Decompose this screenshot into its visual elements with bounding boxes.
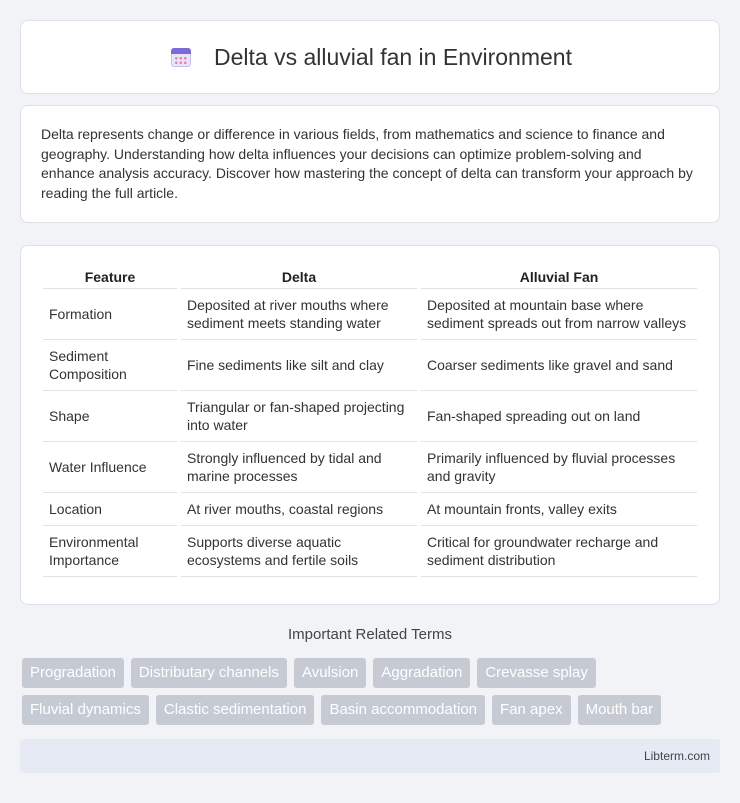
- table-row: [43, 340, 697, 391]
- tag-clastic-sedimentation[interactable]: Clastic sedimentation: [156, 695, 315, 725]
- table-row: [43, 442, 697, 493]
- related-terms-title: Important Related Terms: [288, 626, 452, 643]
- calendar-icon: [168, 44, 194, 70]
- tag-fan-apex[interactable]: Fan apex: [492, 695, 571, 725]
- cell-feature: Environmental Importance: [43, 526, 177, 577]
- tag-aggradation[interactable]: Aggradation: [373, 658, 470, 688]
- table-row: [43, 391, 697, 442]
- comparison-table: [39, 264, 701, 577]
- cell-feature: Shape: [43, 391, 177, 442]
- table-row: [43, 493, 697, 526]
- cell-delta: Triangular or fan-shaped projecting into water: [181, 391, 417, 442]
- tag-crevasse-splay[interactable]: Crevasse splay: [477, 658, 596, 688]
- cell-feature: Sediment Composition: [43, 340, 177, 391]
- comparison-card: [20, 245, 720, 605]
- cell-delta: Supports diverse aquatic ecosystems and fertile soils: [181, 526, 417, 577]
- cell-feature: Location: [43, 493, 177, 526]
- tag-basin-accommodation[interactable]: Basin accommodation: [321, 695, 485, 725]
- tag-row: [22, 658, 722, 688]
- cell-feature: Water Influence: [43, 442, 177, 493]
- table-header-row: [43, 264, 697, 289]
- table-row: [43, 289, 697, 340]
- tag-progradation[interactable]: Progradation: [22, 658, 124, 688]
- header-delta: Delta: [181, 264, 417, 289]
- header-alluvial-fan: Alluvial Fan: [421, 264, 697, 289]
- cell-feature: Formation: [43, 289, 177, 340]
- cell-delta: Deposited at river mouths where sediment meets standing water: [181, 289, 417, 340]
- cell-alluvial-fan: At mountain fronts, valley exits: [421, 493, 697, 526]
- tag-fluvial-dynamics[interactable]: Fluvial dynamics: [22, 695, 149, 725]
- footer-site-link[interactable]: Libterm.com: [643, 749, 710, 763]
- header-feature: Feature: [43, 264, 177, 289]
- cell-delta: At river mouths, coastal regions: [181, 493, 417, 526]
- tag-distributary-channels[interactable]: Distributary channels: [131, 658, 287, 688]
- related-terms: [22, 658, 722, 732]
- intro-card: [20, 105, 720, 223]
- title-card: [20, 20, 720, 94]
- tag-row: [22, 695, 722, 725]
- cell-alluvial-fan: Fan-shaped spreading out on land: [421, 391, 697, 442]
- tag-avulsion[interactable]: Avulsion: [294, 658, 366, 688]
- cell-delta: Fine sediments like silt and clay: [181, 340, 417, 391]
- cell-alluvial-fan: Critical for groundwater recharge and sediment distribution: [421, 526, 697, 577]
- cell-alluvial-fan: Primarily influenced by fluvial processes and gravity: [421, 442, 697, 493]
- footer: [20, 739, 720, 773]
- cell-delta: Strongly influenced by tidal and marine processes: [181, 442, 417, 493]
- cell-alluvial-fan: Deposited at mountain base where sediment spreads out from narrow valleys: [421, 289, 697, 340]
- page-title: Delta vs alluvial fan in Environment: [214, 43, 572, 70]
- intro-text: Delta represents change or difference in various fields, from mathematics and science to finance and geography. Understanding how delta influences your decisions can optimize problem-solving and enhance analysis accuracy. Discover how mastering the concept of delta can transform your approach by reading the full article.: [41, 126, 693, 201]
- cell-alluvial-fan: Coarser sediments like gravel and sand: [421, 340, 697, 391]
- tag-mouth-bar[interactable]: Mouth bar: [578, 695, 662, 725]
- table-row: [43, 526, 697, 577]
